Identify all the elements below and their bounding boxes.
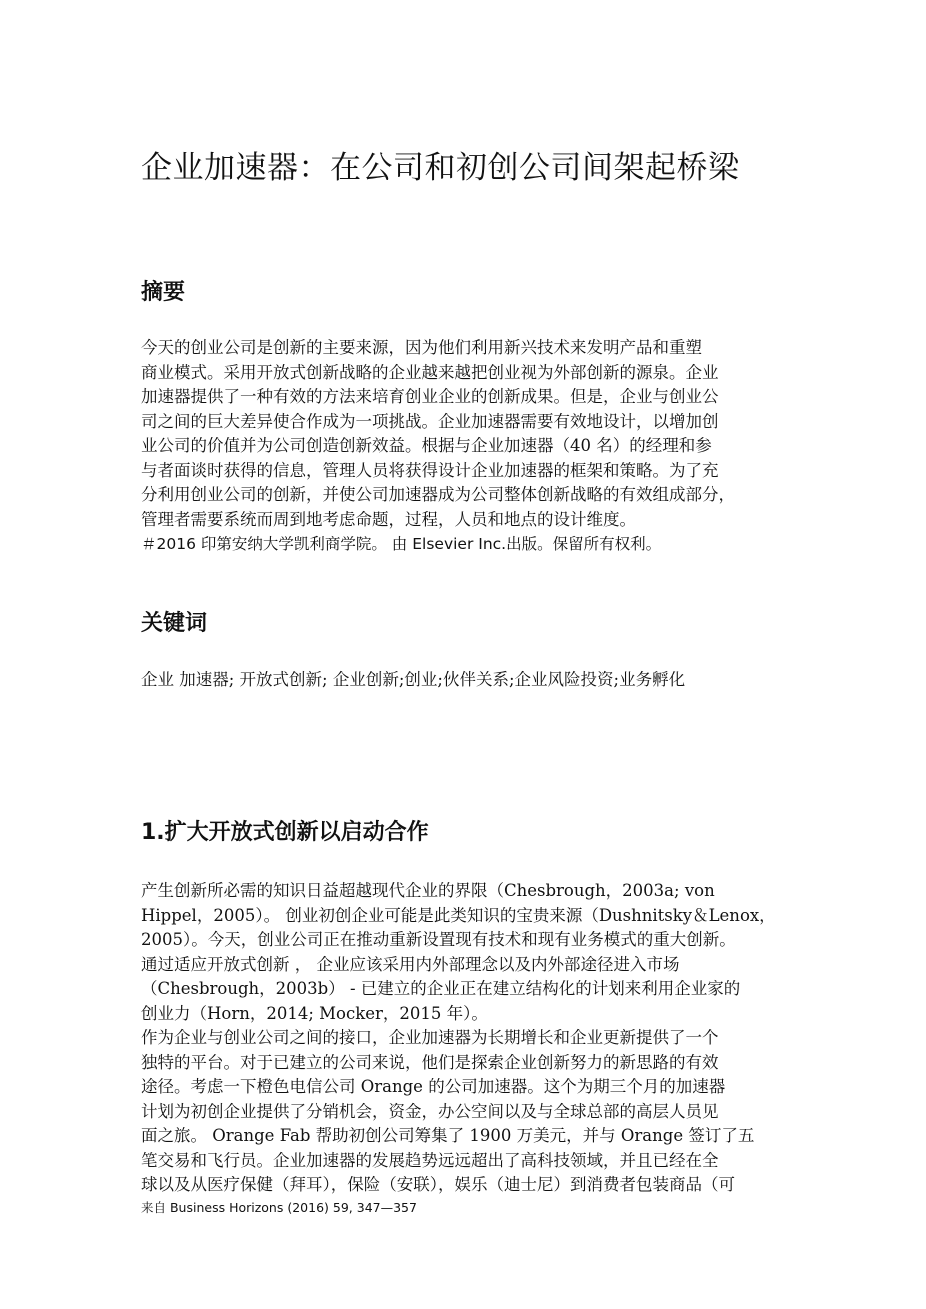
body-line: 2005）。今天，创业公司正在推动重新设置现有技术和现有业务模式的重大创新。 <box>141 930 736 949</box>
abstract-line: 加速器提供了一种有效的方法来培育创业企业的创新成果。但是，企业与创业公 <box>141 387 719 406</box>
body-line: 面之旅。 Orange Fab 帮助初创公司筹集了 1900 万美元，并与 Orange 签订了五 <box>141 1126 755 1145</box>
body-line: 途径。考虑一下橙色电信公司 Orange 的公司加速器。这个为期三个月的加速器 <box>141 1077 726 1096</box>
body-line: 笔交易和飞行员。企业加速器的发展趋势远远超出了高科技领域，并且已经在全 <box>141 1150 719 1170</box>
section-1-heading: 1.扩大开放式创新以启动合作 <box>141 820 429 845</box>
abstract-body <box>141 336 801 557</box>
abstract-line: 商业模式。采用开放式创新战略的企业越来越把创业视为外部创新的源泉。企业 <box>141 362 719 382</box>
abstract-line: 业公司的价值并为公司创造创新效益。根据与企业加速器（40 名）的经理和参 <box>141 436 712 455</box>
abstract-line: 分利用创业公司的创新，并使公司加速器成为公司整体创新战略的有效组成部分， <box>141 485 735 504</box>
body-line: 独特的平台。对于已建立的公司来说，他们是探索企业创新努力的新思路的有效 <box>141 1052 719 1072</box>
body-line: 产生创新所必需的知识日益超越现代企业的界限（Chesbrough，2003a; von <box>141 881 715 900</box>
body-line: 作为企业与创业公司之间的接口，企业加速器为长期增长和企业更新提供了一个 <box>141 1028 719 1047</box>
body-line: 通过适应开放式创新 ， 企业应该采用内外部理念以及内外部途径进入市场 <box>141 954 680 974</box>
source-citation: 来自 Business Horizons (2016) 59, 347—357 <box>141 1200 417 1215</box>
abstract-line: 与者面谈时获得的信息，管理人员将获得设计企业加速器的框架和策略。为了充 <box>141 460 719 480</box>
keywords-list: 企业 加速器; 开放式创新; 企业创新;创业;伙伴关系;企业风险投资;业务孵化 <box>141 670 686 689</box>
abstract-line: 司之间的巨大差异使合作成为一项挑战。企业加速器需要有效地设计，以增加创 <box>141 411 719 431</box>
copyright-line: ＃2016 印第安纳大学凯利商学院。 由 Elsevier Inc.出版。保留所有权利。 <box>141 535 662 553</box>
body-line: 计划为初创企业提供了分销机会，资金，办公空间以及与全球总部的高层人员见 <box>141 1101 719 1121</box>
abstract-line: 今天的创业公司是创新的主要来源，因为他们利用新兴技术来发明产品和重塑 <box>141 338 702 357</box>
paper-title: 企业加速器：在公司和初创公司间架起桥梁 <box>141 150 740 186</box>
body-line: （Chesbrough，2003b） - 已建立的企业正在建立结构化的计划来利用企业家的 <box>141 979 741 998</box>
keywords-heading: 关键词 <box>141 611 208 636</box>
body-line: 球以及从医疗保健（拜耳），保险（安联），娱乐（迪士尼）到消费者包装商品（可 <box>141 1175 735 1194</box>
abstract-heading: 摘要 <box>141 280 186 305</box>
section-1-body <box>141 879 801 1198</box>
abstract-line: 管理者需要系统而周到地考虑命题，过程，人员和地点的设计维度。 <box>141 509 636 529</box>
body-line: Hippel，2005）。 创业初创企业可能是此类知识的宝贵来源（Dushnitsky＆Lenox， <box>141 905 776 925</box>
body-line: 创业力（Horn，2014; Mocker，2015 年）。 <box>141 1003 488 1023</box>
